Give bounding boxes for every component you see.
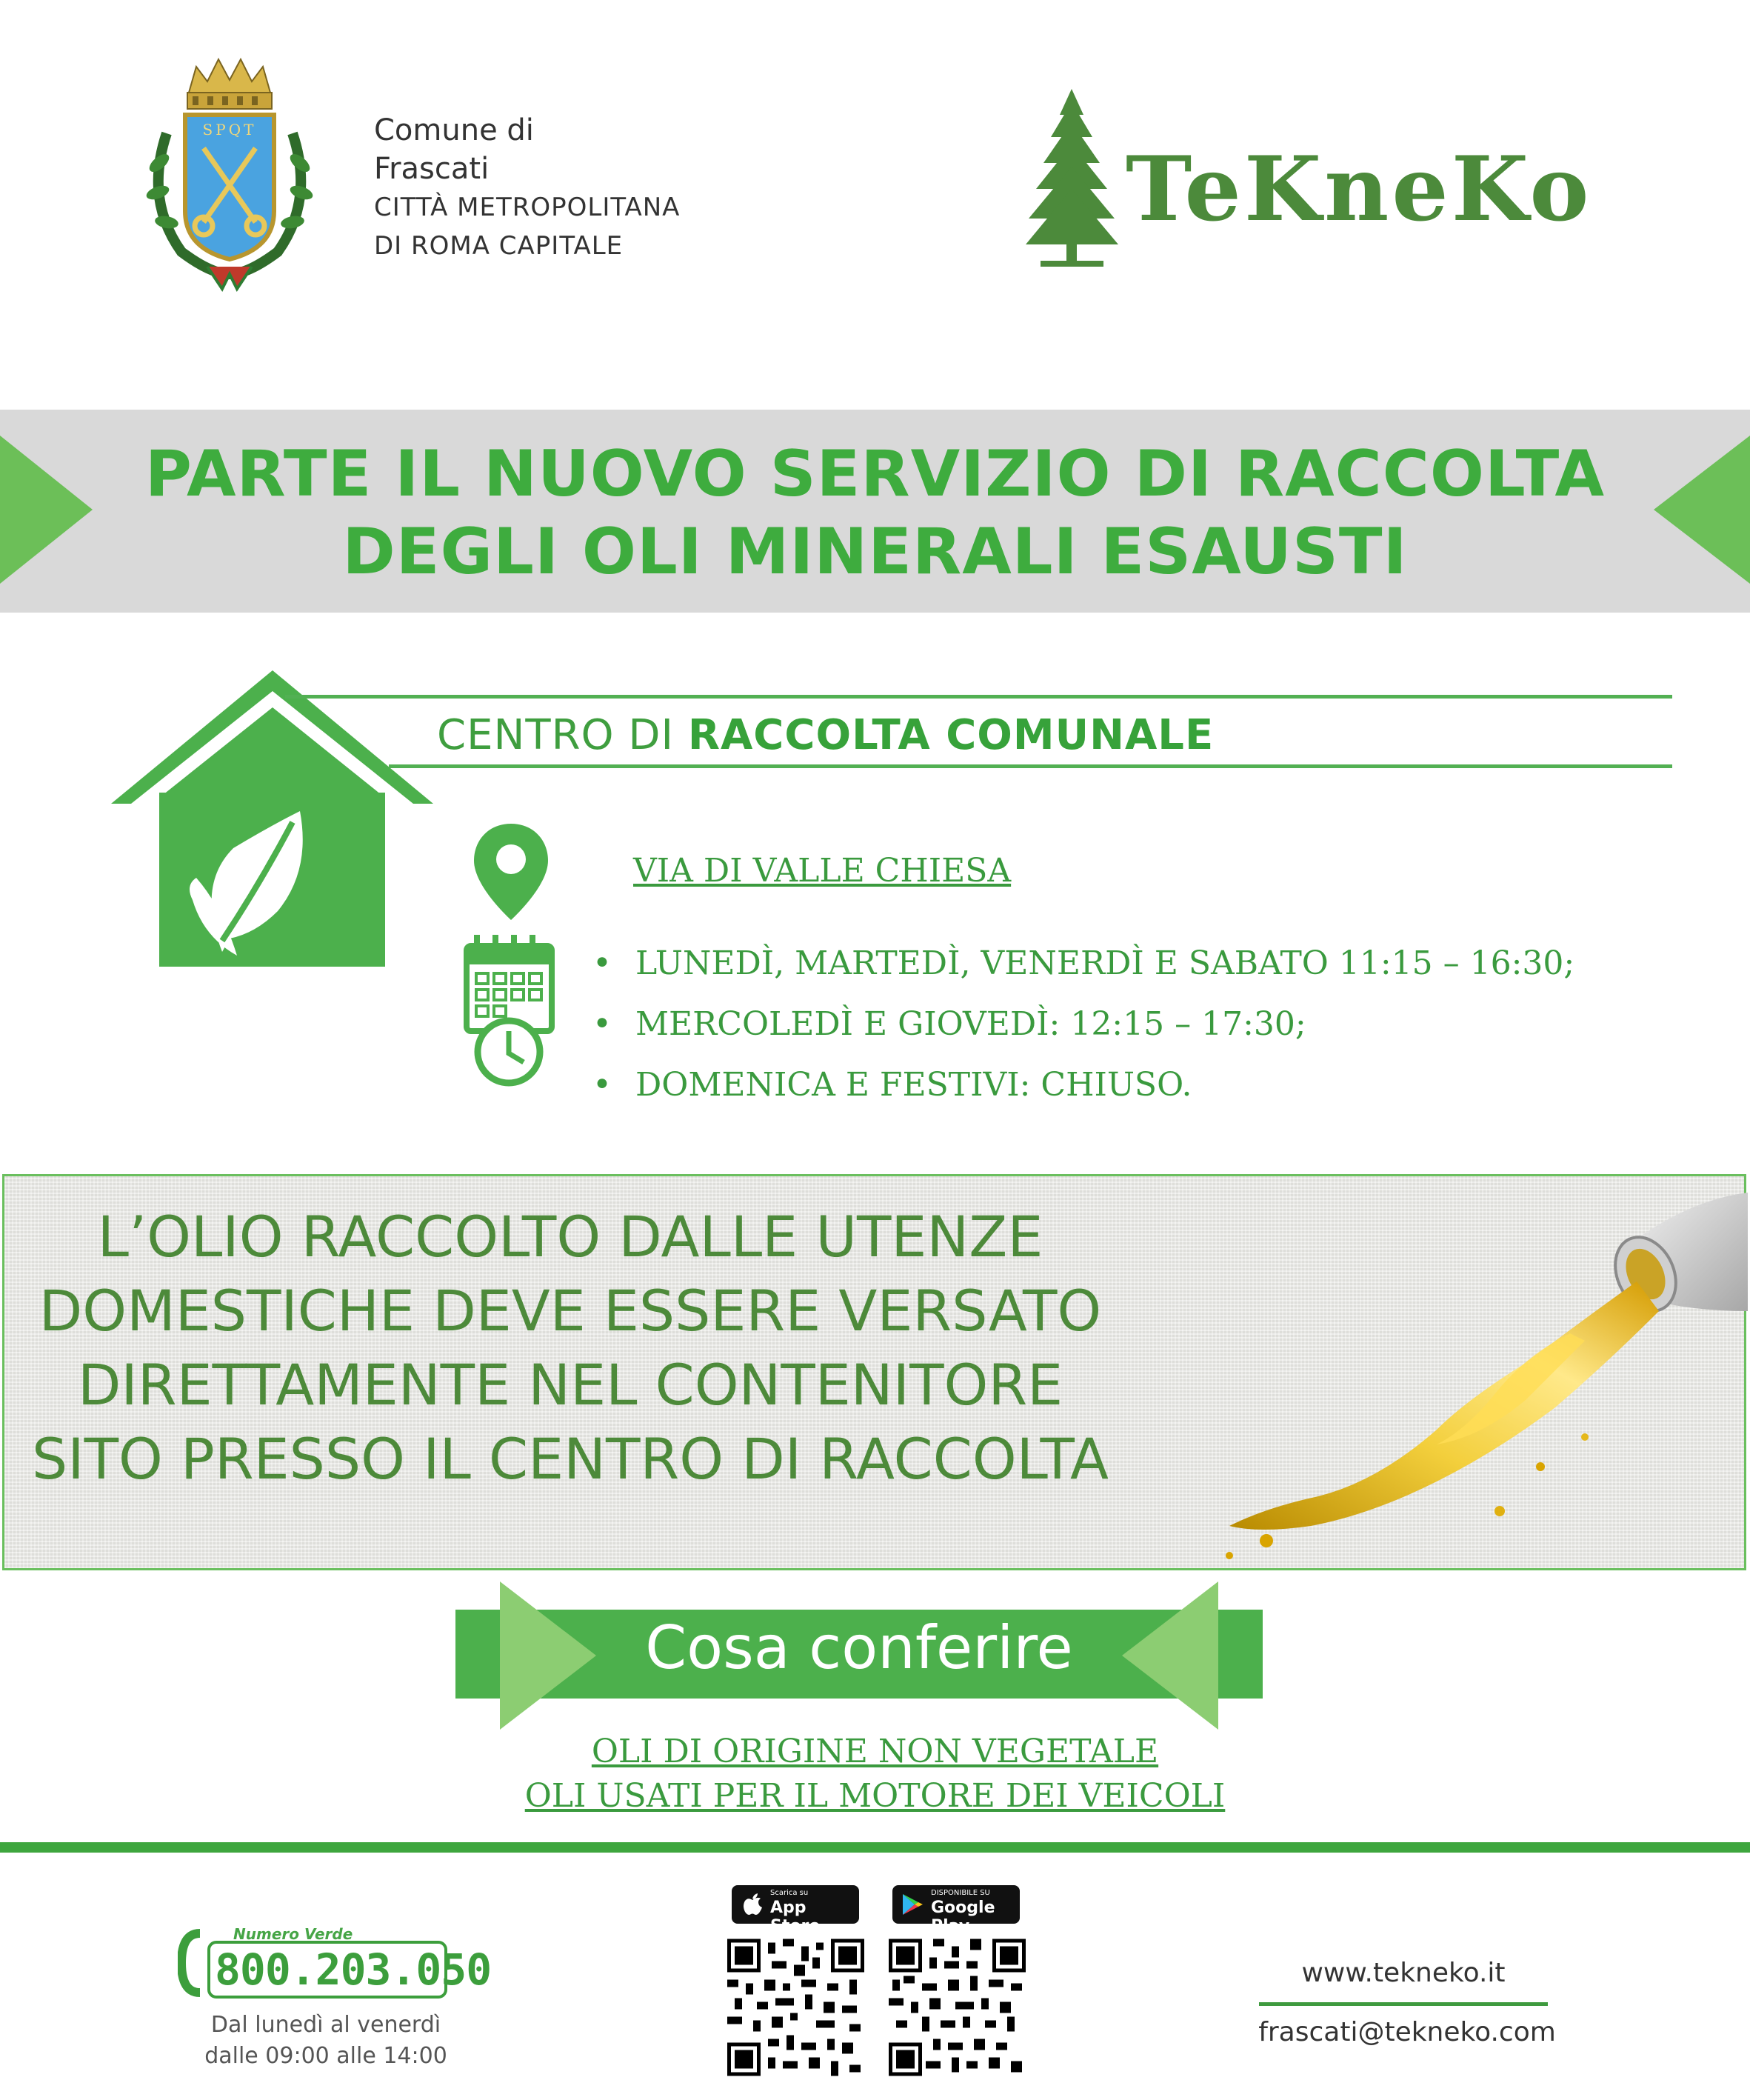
info-line1: L’OLIO RACCOLTO DALLE UTENZE — [97, 1204, 1043, 1270]
qr-code-app-store[interactable] — [727, 1937, 864, 2078]
nv-hours-line1: Dal lunedì al venerdì — [210, 2012, 441, 2038]
comune-line1: Comune di — [374, 113, 534, 147]
title-line2: DEGLI OLI MINERALI ESAUSTI — [342, 515, 1408, 589]
info-line4: SITO PRESSO IL CENTRO DI RACCOLTA — [31, 1426, 1109, 1492]
google-play-icon — [901, 1893, 924, 1916]
app-store-small: Scarica su — [770, 1889, 809, 1897]
numero-verde-label: Numero Verde — [233, 1925, 353, 1943]
tekneko-brand-name: TeKneKo — [1126, 137, 1592, 241]
pouring-oil-image — [1022, 1185, 1748, 1570]
info-line2: DOMESTICHE DEVE ESSERE VERSATO — [39, 1278, 1102, 1344]
location-pin-icon — [474, 824, 548, 920]
apple-icon — [742, 1893, 763, 1916]
accepted-items-list — [0, 1730, 1750, 1819]
comune-line2: Frascati — [374, 152, 490, 186]
hours-item: • DOMENICA E FESTIVI: CHIUSO. — [592, 1062, 1574, 1123]
divider-bottom — [389, 764, 1672, 768]
title-line1: PARTE IL NUOVO SERVIZIO DI RACCOLTA — [144, 437, 1606, 511]
google-play-badge[interactable] — [892, 1885, 1020, 1936]
info-text — [15, 1200, 1126, 1496]
frascati-crest-logo — [137, 52, 322, 304]
google-play-big: Google Play — [931, 1899, 995, 1936]
comune-line4: DI ROMA CAPITALE — [374, 231, 624, 261]
opening-hours-list — [592, 941, 1574, 1123]
numero-verde-number[interactable]: 800.203.050 — [215, 1944, 492, 1995]
calendar-clock-icon — [463, 935, 555, 1087]
numero-verde-hours — [185, 2010, 467, 2072]
divider-top — [285, 695, 1672, 699]
nv-hours-line2: dalle 09:00 alle 14:00 — [204, 2043, 447, 2069]
centro-heading — [437, 711, 1214, 759]
accepted-item[interactable]: OLI USATI PER IL MOTORE DEI VEICOLI — [524, 1777, 1226, 1815]
accepted-item[interactable]: OLI DI ORIGINE NON VEGETALE — [591, 1733, 1159, 1770]
website-underline — [1259, 2002, 1548, 2006]
address-link[interactable]: VIA DI VALLE CHIESA — [633, 852, 1012, 890]
comune-line3: CITTÀ METROPOLITANA — [374, 193, 681, 222]
comune-text-block — [374, 111, 759, 265]
eco-house-icon — [111, 663, 433, 967]
crest-motto: SPQT — [202, 121, 257, 139]
pine-tree-icon — [1026, 89, 1118, 270]
cosa-conferire-label: Cosa conferire — [645, 1613, 1073, 1682]
google-play-small: DISPONIBILE SU — [931, 1889, 990, 1897]
website-link[interactable]: www.tekneko.it — [1301, 1958, 1506, 1988]
email-link[interactable]: frascati@tekneko.com — [1258, 2017, 1556, 2047]
footer-divider — [0, 1842, 1750, 1853]
centro-label-plain: CENTRO DI — [437, 711, 675, 759]
centro-label-bold: RACCOLTA COMUNALE — [687, 711, 1215, 759]
app-store-big: App Store — [770, 1899, 821, 1936]
info-line3: DIRETTAMENTE NEL CONTENITORE — [77, 1352, 1063, 1418]
page-title — [0, 436, 1750, 591]
hours-item: • LUNEDÌ, MARTEDÌ, VENERDÌ E SABATO 11:15 – 16:30; — [592, 941, 1574, 1001]
qr-code-google-play[interactable] — [889, 1937, 1026, 2078]
app-store-badge[interactable] — [732, 1885, 859, 1936]
hours-item: • MERCOLEDÌ E GIOVEDÌ: 12:15 – 17:30; — [592, 1001, 1574, 1062]
